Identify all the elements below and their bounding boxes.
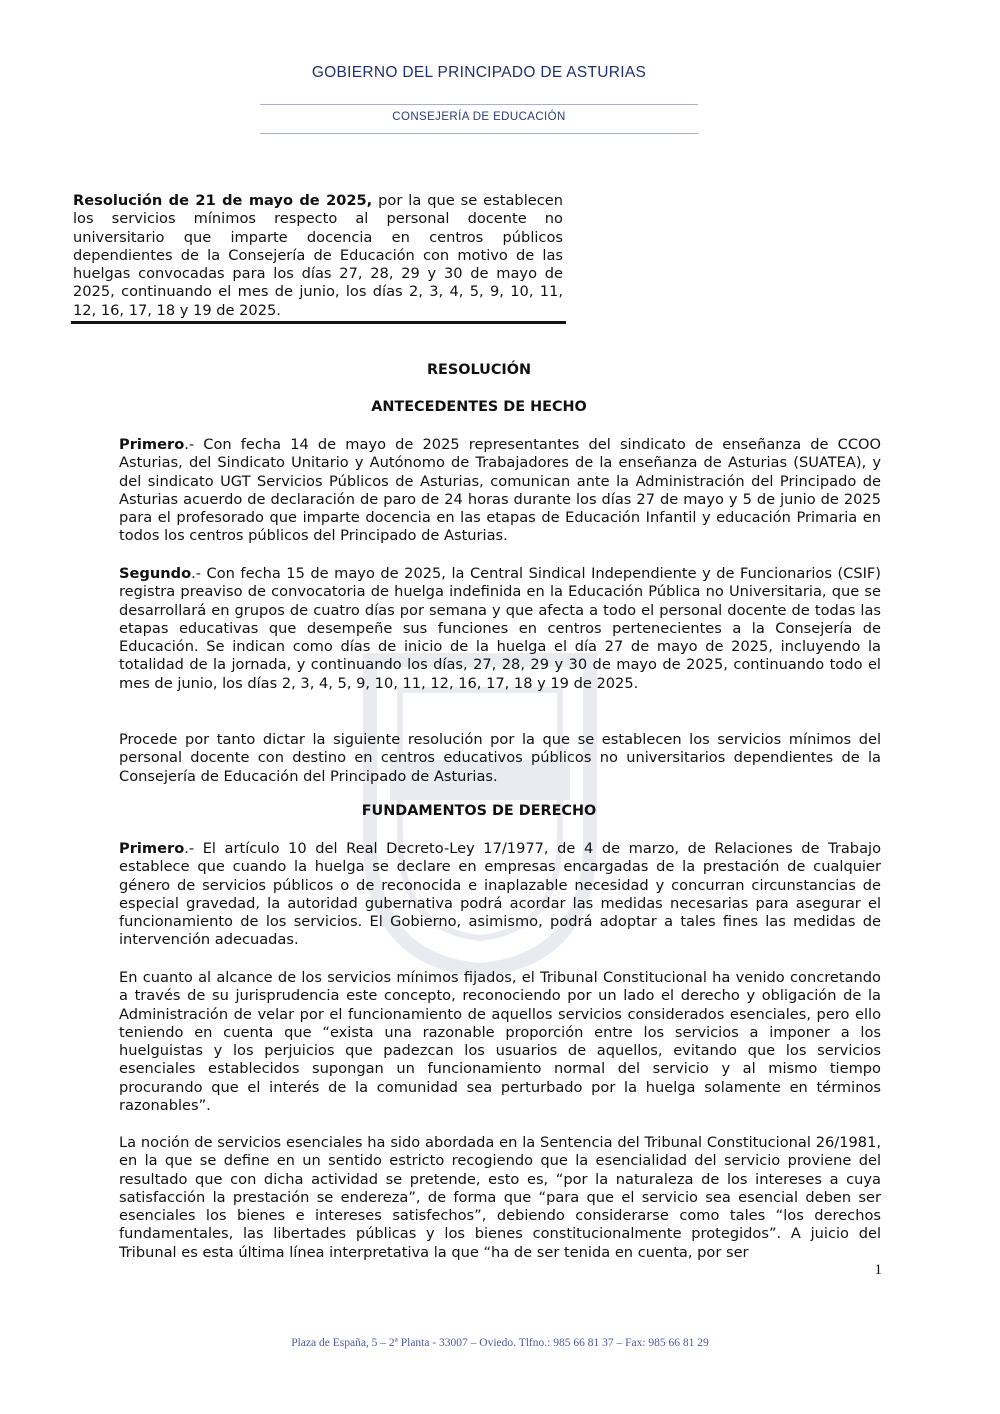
header-divider-top [260, 104, 698, 105]
heading-antecedentes: ANTECEDENTES DE HECHO [371, 399, 587, 415]
fundamento-primero-text: .- El artículo 10 del Real Decreto-Ley 17/1977, de 4 de marzo, de Relaciones de Trabajo establece que cuando la huelga se declare en empresas encargadas de la prestación de cualquier género de servicios públicos o de reconocida e inaplazable necesidad y concurran circunstancias de especial gravedad, la autoridad gubernativa podrá acordar las medidas necesarias para asegurar el funcionamiento de los servicios. El Gobierno, asimismo, podrá adoptar a tales fines las medidas de intervención adecuadas. [119, 840, 881, 949]
heading-fundamentos: FUNDAMENTOS DE DERECHO [361, 803, 597, 819]
antecedente-primero [119, 436, 881, 546]
procede-paragraph: Procede por tanto dictar la siguiente resolución por la que se establecen los servicios mínimos del personal docente con destino en centros educativos públicos no universitarios dependientes de la Consejería de Educación del Principado de Asturias. [119, 731, 881, 785]
heading-resolucion: RESOLUCIÓN [426, 362, 532, 378]
resolution-date: Resolución de 21 de mayo de 2025, [73, 192, 373, 209]
nocion-paragraph: La noción de servicios esenciales ha sido abordada en la Sentencia del Tribunal Constitucional 26/1981, en la que se define en un sentido estricto recogiendo que la esencialidad del servicio proviene del resultado que con dicha actividad se pretende, esto es, “por la naturaleza de los intereses a cuya satisfacción la prestación se endereza”, de forma que “para que el servicio sea esencial deben ser esenciales los bienes e intereses satisfechos”, debiendo considerarse como tales “los derechos fundamentales, las libertades públicas y los bienes constitucionalmente protegidos”. A juicio del Tribunal es esta última línea interpretativa la que “ha de ser tenida en cuenta, por ser [119, 1134, 881, 1261]
antecedente-segundo-text: .- Con fecha 15 de mayo de 2025, la Central Sindical Independiente y de Funcionarios (CSIF) registra preaviso de convocatoria de huelga indefinida en la Educación Pública no Universitaria, que se desarrollará en grupos de cuatro días por semana y que afecta a todo el personal docente de todas las etapas educativas que desempeñe sus funciones en centros pertenecientes a la Consejería de Educación. Se indican como días de inicio de la huelga el día 27 de mayo de 2025, incluyendo la totalidad de la jornada, y continuando los días, 27, 28, 29 y 30 de mayo de 2025, continuando todo el mes de junio, los días 2, 3, 4, 5, 9, 10, 11, 12, 16, 17, 18 y 19 de 2025. [119, 565, 881, 692]
fundamento-primero [119, 840, 881, 950]
fundamento-primero-label: Primero [119, 840, 185, 857]
antecedente-segundo [119, 565, 881, 693]
antecedente-primero-text: .- Con fecha 14 de mayo de 2025 representantes del sindicato de enseñanza de CCOO Asturias, del Sindicato Unitario y Autónomo de Trabajadores de la enseñanza de Asturias (SUATEA), y del sindicato UGT Servicios Públicos de Asturias, comunican ante la Administración del Principado de Asturias acuerdo de declaración de paro de 24 horas durante los días 27 de mayo y 5 de junio de 2025 para el profesorado que imparte docencia en las etapas de Educación Infantil y educación Primaria en todos los centros públicos del Principado de Asturias. [119, 436, 881, 545]
government-title: GOBIERNO DEL PRINCIPADO DE ASTURIAS [311, 64, 647, 81]
alcance-paragraph: En cuanto al alcance de los servicios mínimos fijados, el Tribunal Constitucional ha venido concretando a través de su jurisprudencia este concepto, reconociendo por un lado el derecho y obligación de la Administración de velar por el funcionamiento de aquellos servicios considerados esenciales, pero ello teniendo en cuenta que “exista una razonable proporción entre los servicios a imponer a los huelguistas y los perjuicios que padezcan los usuarios de aquellos, evitando que los servicios esenciales establecidos supongan un funcionamiento normal del servicio y al mismo tiempo procurando que el interés de la comunidad sea perturbado por la huelga solamente en términos razonables”. [119, 969, 881, 1115]
department-title: CONSEJERÍA DE EDUCACIÓN [392, 111, 566, 123]
antecedente-primero-label: Primero [119, 436, 185, 453]
antecedente-segundo-label: Segundo [119, 565, 192, 582]
header-divider-bottom [260, 133, 698, 134]
resolution-summary [73, 192, 563, 320]
page-number: 1 [874, 1262, 882, 1278]
footer-address: Plaza de España, 5 – 2ª Planta - 33007 – Oviedo. Tlfno.: 985 66 81 37 – Fax: 985 66 81 29 [291, 1337, 709, 1349]
summary-underline [71, 321, 566, 324]
resolution-summary-text: por la que se establecen los servicios mínimos respecto al personal docente no universitario que imparte docencia en centros públicos dependientes de la Consejería de Educación con motivo de las huelgas convocadas para los días 27, 28, 29 y 30 de mayo de 2025, continuando el mes de junio, los días 2, 3, 4, 5, 9, 10, 11, 12, 16, 17, 18 y 19 de 2025. [73, 192, 563, 319]
